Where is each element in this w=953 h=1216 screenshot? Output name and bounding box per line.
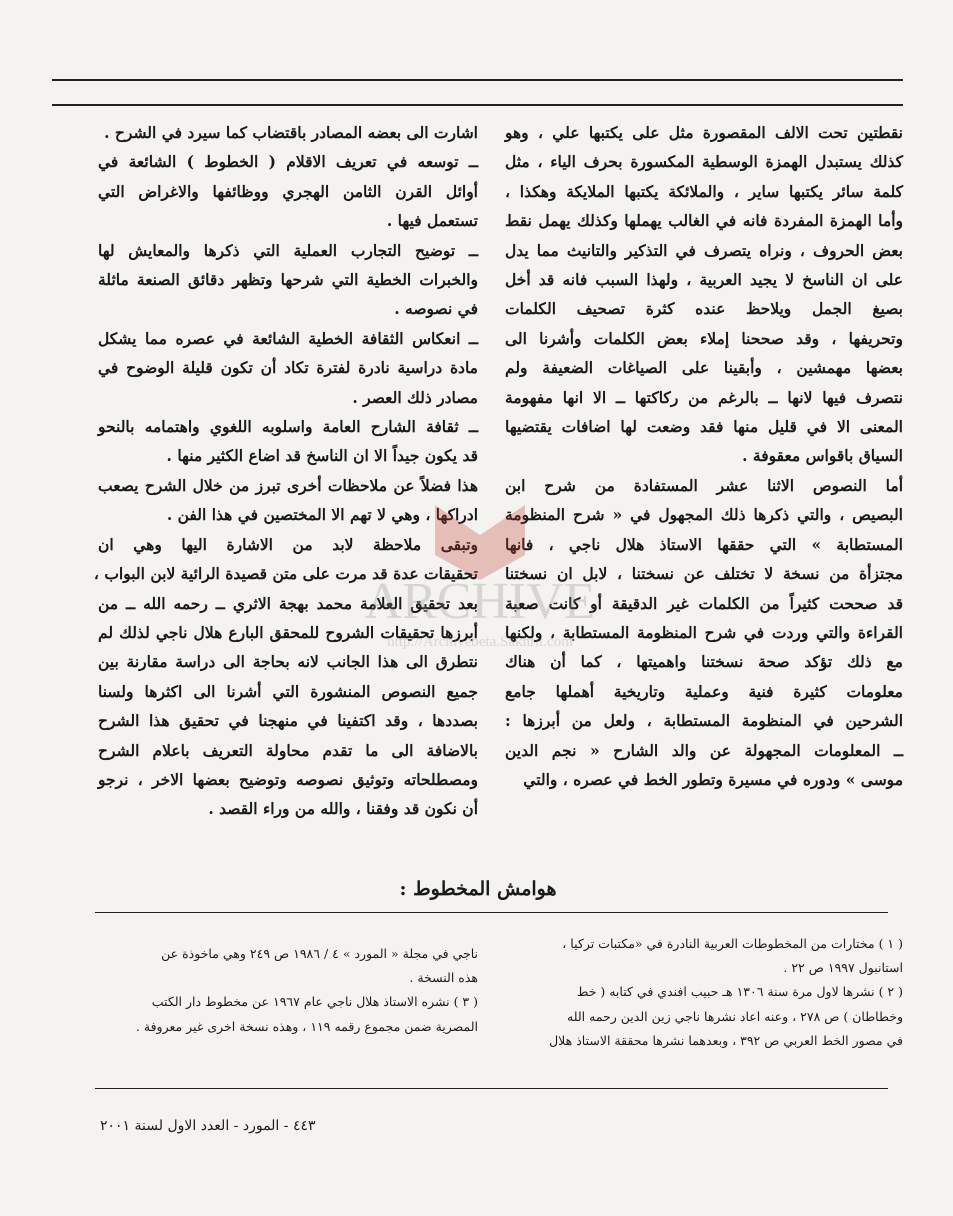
text-line: مجتزأة من نسخة لا تختلف عن نسختنا ، لابل ان نسختنا bbox=[505, 564, 903, 584]
header-rule-top bbox=[52, 79, 903, 81]
text-line: القراءة والتي وردت في شرح المنظومة المستطابة ، ولكنها bbox=[505, 622, 903, 642]
page-footer: ٤٤٣ - المورد - العدد الاول لسنة ٢٠٠١ bbox=[100, 1118, 316, 1134]
footnotes-rule bbox=[95, 912, 888, 913]
text-line: وأما الهمزة المفردة فانه في الغالب يهملها وكذلك يهمل نقط bbox=[505, 211, 903, 231]
text-line: نقطتين تحت الالف المقصورة مثل على يكتبها علي ، وهو bbox=[505, 123, 903, 142]
text-line: ــ ثقافة الشارح العامة واسلوبه اللغوي واهتمامه بالنحو bbox=[98, 417, 478, 437]
text-line: في مصور الخط العربي ص ٣٩٢ ، وبعدهما نشرها محققة الاستاذ هلال bbox=[549, 1032, 903, 1048]
text-line: مصادر ذلك العصر . bbox=[352, 387, 478, 407]
text-line: بعض الحروف ، ونراه يتصرف في التذكير والتانيث مما يدل bbox=[505, 240, 903, 260]
text-line: ــ انعكاس الثقافة الخطية الشائعة في عصره مما يشكل bbox=[98, 328, 478, 348]
text-line: ( ٣ ) نشره الاستاذ هلال ناجي عام ١٩٦٧ عن مخطوط دار الكتب bbox=[151, 994, 478, 1010]
text-line: ناجي في مجلة « المورد » ٤ / ١٩٨٦ ص ٢٤٩ وهي ماخوذة عن bbox=[161, 946, 478, 961]
text-line: قد يكون جيداً الا ان الناسخ قد اضاع الكثير منها . bbox=[166, 446, 478, 466]
text-line: بصددها ، وقد اكتفينا في منهجنا في تحقيق هذا الشرح bbox=[98, 711, 478, 731]
text-line: اشارت الى بعضه المصادر باقتضاب كما سيرد في الشرح . bbox=[104, 123, 478, 142]
text-line: هذه النسخة . bbox=[409, 970, 478, 986]
footnotes-right-column bbox=[505, 932, 903, 1053]
left-text-column bbox=[93, 118, 478, 819]
text-line: المصرية ضمن مجموع رقمه ١١٩ ، وهذه نسخة اخرى غير معروفة . bbox=[135, 1018, 478, 1034]
text-line: في نصوصه . bbox=[394, 299, 478, 319]
text-line: ومصطلحاته وتوثيق نصوصه وتوضيح بعضها الاخر ، نرجو bbox=[98, 769, 478, 789]
footnotes-left-column bbox=[98, 942, 478, 1039]
text-line: أوائل القرن الثامن الهجري ووظائفها والاغراض التي bbox=[98, 181, 478, 201]
text-line: بصيغ الجمل ويلاحظ عنده كثرة تصحيف الكلمات bbox=[505, 299, 903, 319]
text-line: وتحريفها ، وقد صححنا إملاء بعض الكلمات وأشرنا الى bbox=[505, 328, 903, 348]
watermark-title: ARCHIVE bbox=[364, 573, 596, 630]
text-line: البصيص ، والتي ذكرها ذلك المجهول في « شرح المنظومة bbox=[505, 505, 903, 525]
text-line: قد صححت كثيراً من الكلمات غير الدقيقة أو كانت صعبة bbox=[505, 593, 903, 613]
text-line: نتصرف فيها لانها ــ بالرغم من ركاكتها ــ الا انها مفهومة bbox=[505, 387, 903, 407]
text-line: كذلك يستبدل الهمزة الوسطية المكسورة بحرف الياء ، مثل bbox=[505, 152, 903, 172]
text-line: ( ١ ) مختارات من المخطوطات العربية النادرة في «مكتبات تركيا ، bbox=[562, 936, 903, 951]
text-line: وتبقى ملاحظة لابد من الاشارة اليها وهي ان bbox=[98, 534, 478, 554]
watermark-url: http://Archivebeta.Sakhrit.com bbox=[387, 634, 573, 650]
text-line: نتطرق الى هذا الجانب لانه بحاجة الى دراسة مقارنة بين bbox=[98, 652, 478, 672]
header-rule-bottom bbox=[52, 104, 903, 106]
footer-rule bbox=[95, 1088, 888, 1089]
text-line: أما النصوص الاثنا عشر المستفادة من شرح ابن bbox=[505, 475, 903, 495]
text-line: ــ المعلومات المجهولة عن والد الشارح « نجم الدين bbox=[505, 740, 903, 760]
text-line: ــ توضيح التجارب العملية التي ذكرها والمعايش لها bbox=[98, 240, 478, 260]
text-line: معلومات كثيرة فنية وعملية وتاريخية أهملها جامع bbox=[505, 681, 903, 701]
text-line: مع ذلك تؤكد صحة نسختنا واهميتها ، كما أن هناك bbox=[505, 652, 903, 672]
text-line: بعد تحقيق العلامة محمد بهجة الاثري ــ رحمه الله ــ من bbox=[98, 593, 478, 613]
text-line: الشرحين في المنظومة المستطابة ، ولعل من أبرزها : bbox=[505, 711, 903, 731]
text-line: هذا فضلاً عن ملاحظات أخرى تبرز من خلال الشرح يصعب bbox=[98, 475, 478, 495]
text-line: استانبول ١٩٩٧ ص ٢٢ . bbox=[783, 960, 903, 976]
footnotes-title: هوامش المخطوط : bbox=[399, 878, 557, 900]
text-line: تستعمل فيها . bbox=[386, 211, 478, 231]
text-line: كلمة سائر يكتبها ساير ، والملائكة يكتبها الملايكة وهكذا ، bbox=[505, 181, 903, 201]
text-line: والخبرات الخطية التي شرحها وتظهر دقائق الصنعة ماثلة bbox=[98, 270, 478, 290]
text-line: جميع النصوص المنشورة التي أشرنا الى اكثرها ولسنا bbox=[98, 681, 478, 701]
text-line: بعضها مهمشين ، وأبقينا على الصياغات الضعيفة ولم bbox=[505, 358, 903, 378]
right-text-column bbox=[505, 118, 903, 870]
text-line: أن نكون قد وفقنا ، والله من وراء القصد . bbox=[208, 799, 478, 819]
text-line: ( ٢ ) نشرها لاول مرة سنة ١٣٠٦ هـ حبيب افندي في كتابه ( خط bbox=[576, 984, 903, 1000]
text-line: المستطابة » التي حققها الاستاذ هلال ناجي ، فانها bbox=[505, 534, 903, 554]
text-line: بالاضافة الى ما تقدم محاولة التعريف باعلام الشرح bbox=[98, 740, 478, 760]
text-line: موسى » ودوره في مسيرة وتطور الخط في عصره ، والتي bbox=[523, 769, 903, 789]
text-line: أبرزها تحقيقات الشروح للمحقق البارع هلال ناجي لذلك لم bbox=[98, 622, 478, 642]
text-line: وخطاطان ) ص ٢٧٨ ، وعنه اعاد نشرها ناجي زين الدين رحمه الله bbox=[567, 1008, 903, 1024]
text-line: السياق باقواس معقوفة . bbox=[742, 446, 903, 466]
text-line: تحقيقات عدة قد مرت على متن قصيدة الرائية لابن البواب ، bbox=[93, 564, 478, 584]
text-line: مادة دراسية نادرة لفترة تكاد أن تكون قليلة الوضوح في bbox=[98, 358, 478, 378]
text-line: ادراكها ، وهي لا تهم الا المختصين في هذا الفن . bbox=[166, 505, 478, 525]
text-line: ــ توسعه في تعريف الاقلام ( الخطوط ) الشائعة في bbox=[98, 152, 478, 172]
text-line: على ان الناسخ لا يجيد العربية ، ولهذا السبب فانه قد أخل bbox=[505, 270, 903, 290]
text-line: المعنى الا في قليل منها فقد وضعت لها اضافات يقتضيها bbox=[505, 417, 903, 437]
